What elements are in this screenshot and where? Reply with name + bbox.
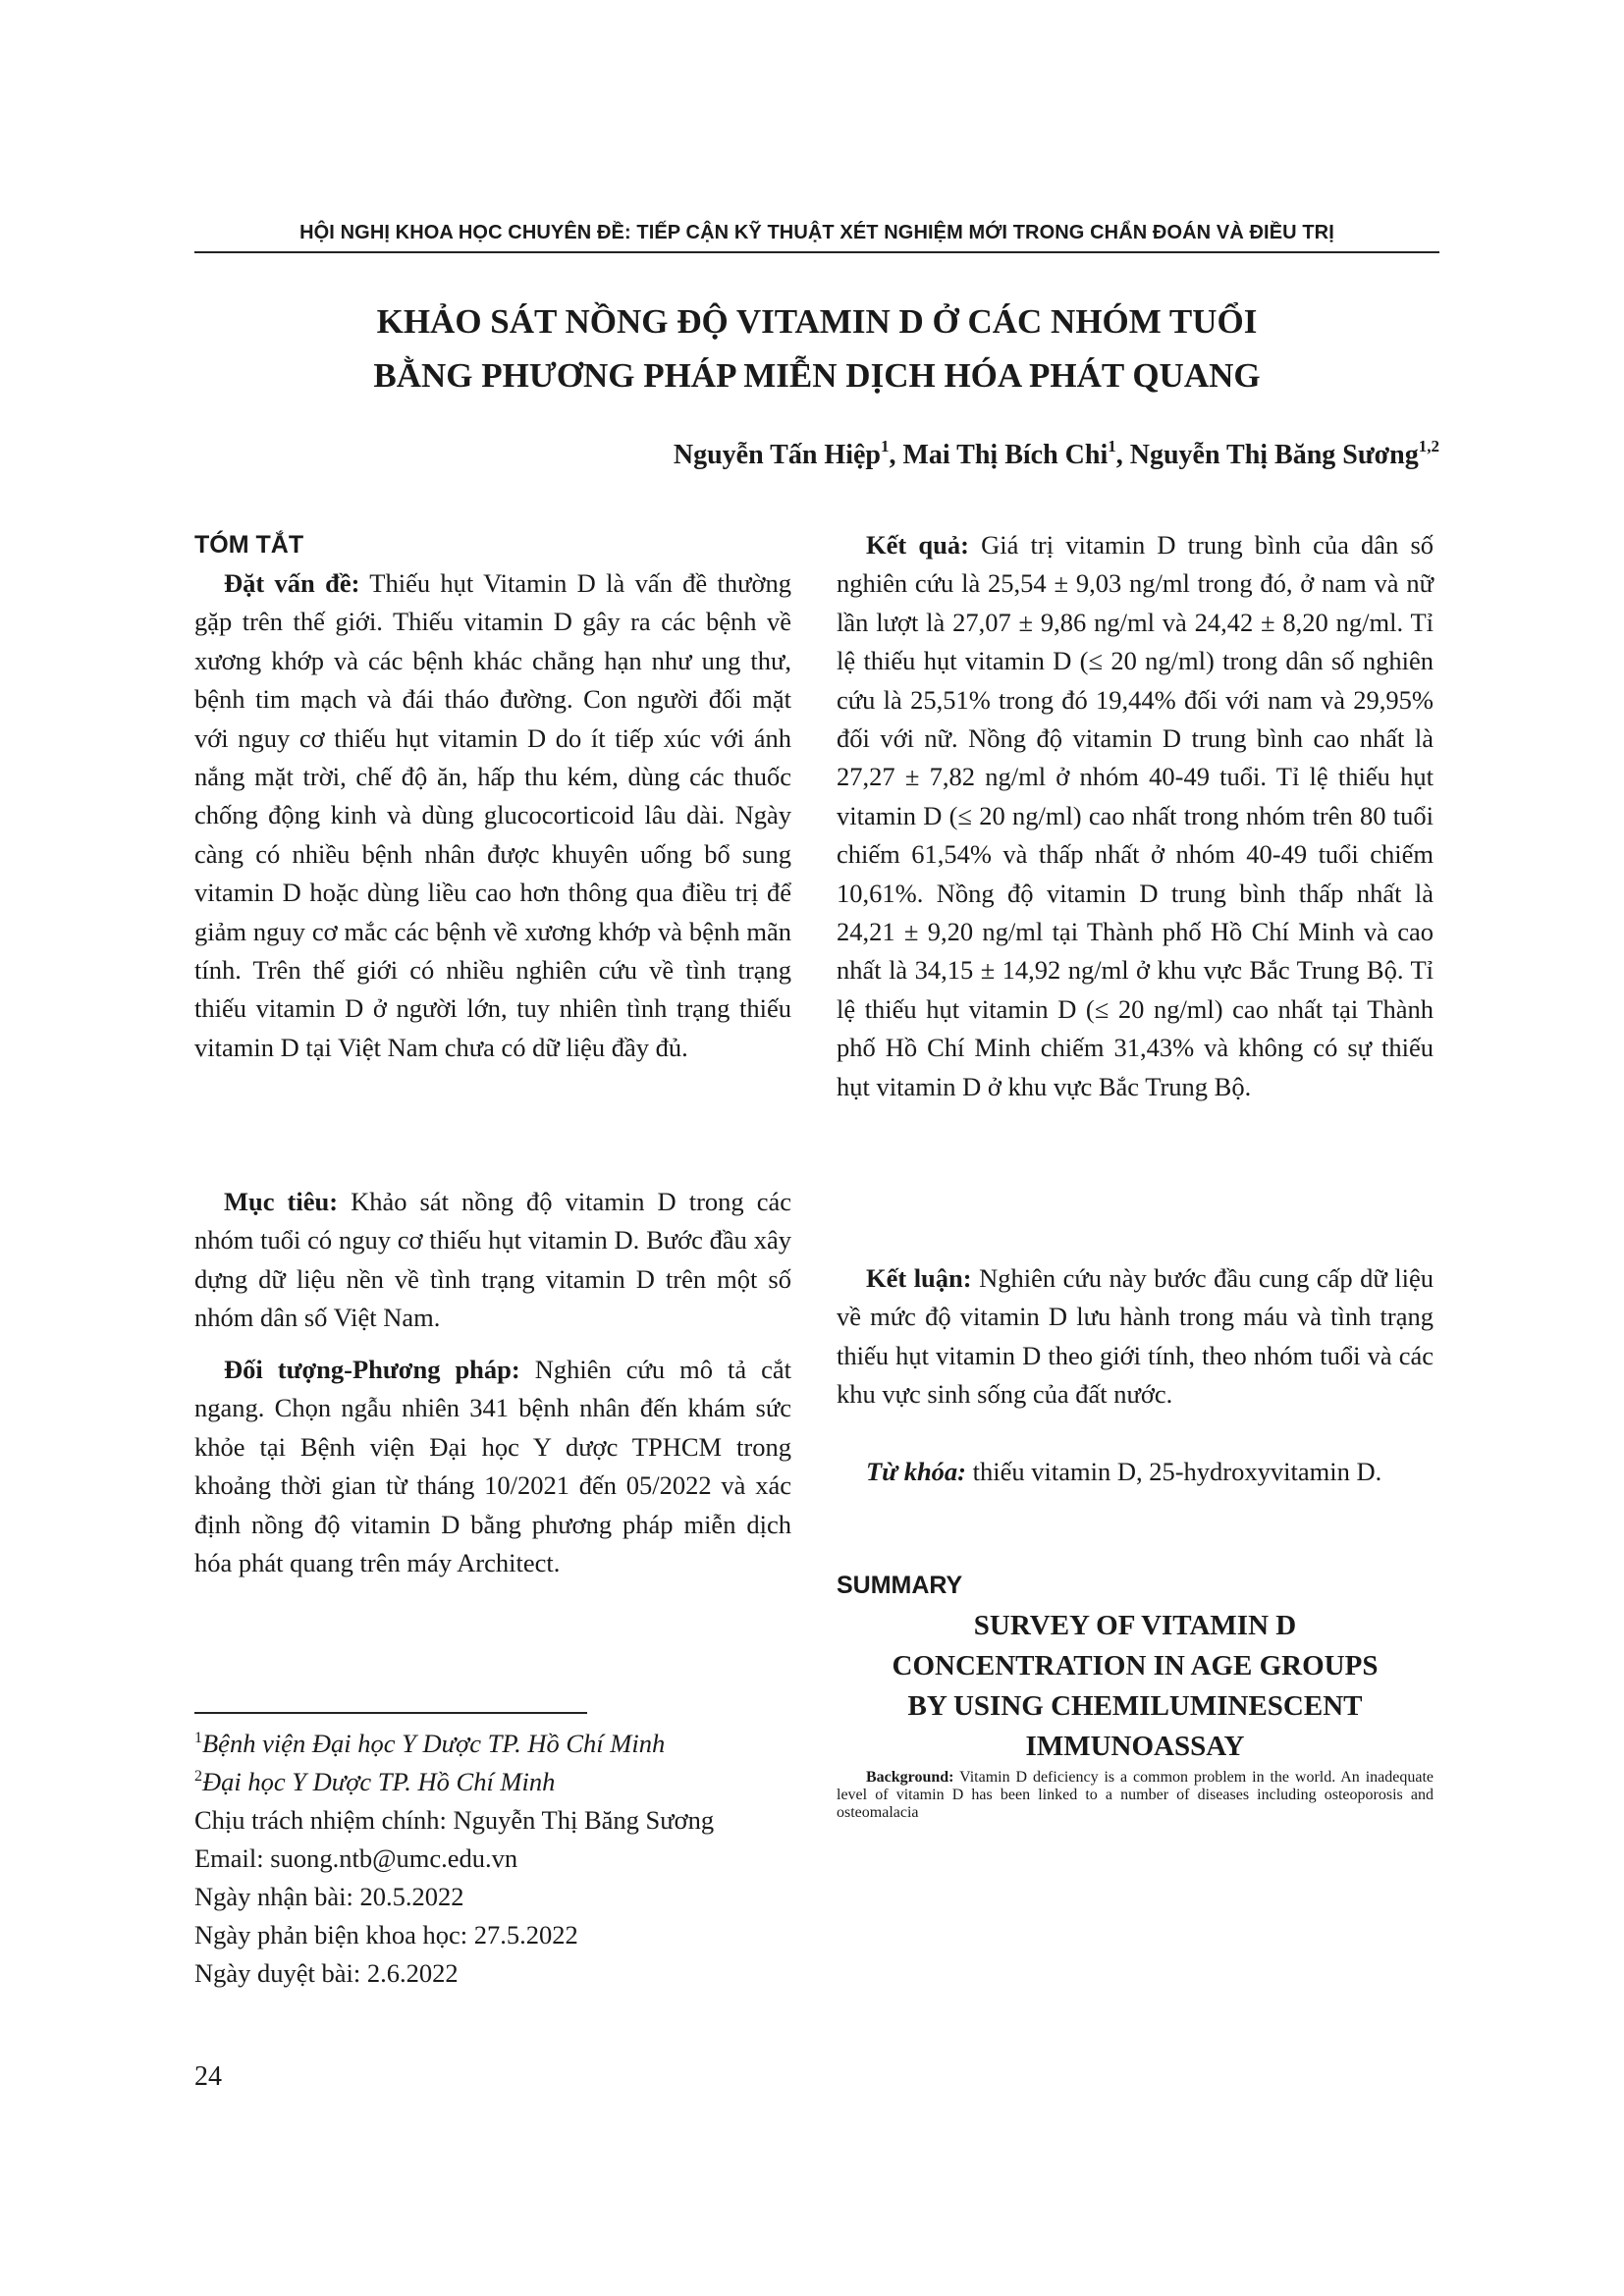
date-accepted: Ngày duyệt bài: 2.6.2022 (194, 1958, 459, 1988)
author-name: Mai Thị Bích Chi (902, 440, 1109, 470)
author-affiliation-mark: 1 (880, 437, 890, 455)
author-name: Nguyễn Tấn Hiệp (673, 440, 881, 470)
paragraph-label: Đặt vấn đề: (224, 568, 360, 598)
paragraph-text: Khảo sát nồng độ vitamin D trong các nhóm tuổi có nguy cơ thiếu hụt vitamin D. Bước đầu xây dựng dữ liệu nền về tình trạng vitamin D trên một số nhóm dân số Việt Nam. (194, 1187, 791, 1333)
paragraph-text: Vitamin D deficiency is a common problem in the world. An inadequate level of vitamin D has been linked to a number of diseases including osteoporosis and osteomalacia (837, 1769, 1434, 1821)
affiliation-mark: 2 (194, 1768, 202, 1785)
paragraph-text: thiếu vitamin D, 25-hydroxyvitamin D. (966, 1457, 1382, 1486)
paragraph-ket-qua (837, 526, 1434, 1106)
paragraph-muc-tieu (194, 1183, 791, 1338)
date-reviewed: Ngày phản biện khoa học: 27.5.2022 (194, 1920, 578, 1949)
english-title (837, 1606, 1434, 1767)
paragraph-label: Mục tiêu: (224, 1187, 339, 1216)
paragraph-ket-luan (837, 1259, 1434, 1415)
footnotes (194, 1725, 803, 1993)
title-line-2: BẰNG PHƯƠNG PHÁP MIỄN DỊCH HÓA PHÁT QUANG (373, 356, 1261, 395)
paragraph-label: Đối tượng-Phương pháp: (224, 1355, 520, 1384)
paragraph-label: Background: (866, 1769, 954, 1786)
affiliation-mark: 1 (194, 1730, 202, 1746)
abstract-heading: TÓM TẮT (194, 531, 304, 559)
author-separator: , (1115, 440, 1130, 470)
paragraph-text: Thiếu hụt Vitamin D là vấn đề thường gặp trên thế giới. Thiếu vitamin D gây ra các bệnh về xương khớp và các bệnh khác chẳng hạn như ung thư, bệnh tim mạch và đái tháo đường. Con người đối mặt với nguy cơ thiếu hụt vitamin D do ít tiếp xúc với ánh nắng mặt trời, chế độ ăn, hấp thu kém, dùng các thuốc chống động kinh và dùng glucocorticoid lâu dài. Ngày càng có nhiều bệnh nhân được khuyên uống bổ sung vitamin D hoặc dùng liều cao hơn thông qua điều trị để giảm nguy cơ mắc các bệnh về xương khớp và bệnh mãn tính. Trên thế giới có nhiều nghiên cứu về tình trạng thiếu vitamin D ở người lớn, tuy nhiên tình trạng thiếu vitamin D tại Việt Nam chưa có dữ liệu đầy đủ. (194, 568, 791, 1062)
author-name: Nguyễn Thị Băng Sương (1129, 440, 1419, 470)
english-title-line: IMMUNOASSAY (1025, 1731, 1245, 1762)
paragraph-doi-tuong-phuong-phap (194, 1351, 791, 1582)
page-number: 24 (194, 2061, 222, 2092)
paragraph-text: Nghiên cứu mô tả cắt ngang. Chọn ngẫu nhiên 341 bệnh nhân đến khám sức khỏe tại Bệnh viện Đại học Y dược TPHCM trong khoảng thời gian từ tháng 10/2021 đến 05/2022 và xác định nồng độ vitamin D bằng phương pháp miễn dịch hóa phát quang trên máy Architect. (194, 1355, 791, 1578)
author-separator: , (889, 440, 903, 470)
paragraph-background (837, 1769, 1434, 1822)
affiliation-2 (194, 1763, 803, 1801)
paragraph-dat-van-de (194, 564, 791, 1067)
english-title-line: SURVEY OF VITAMIN D (973, 1610, 1297, 1641)
affiliation-text: Đại học Y Dược TP. Hồ Chí Minh (202, 1767, 556, 1796)
paragraph-label: Từ khóa: (866, 1457, 967, 1486)
paragraph-label: Kết quả: (866, 530, 969, 560)
affiliation-1 (194, 1725, 803, 1763)
author-affiliation-mark: 1 (1108, 437, 1116, 455)
paragraph-label: Kết luận: (866, 1263, 972, 1293)
header-rule (194, 251, 1439, 253)
english-title-line: BY USING CHEMILUMINESCENT (907, 1690, 1363, 1722)
summary-heading: SUMMARY (837, 1572, 963, 1599)
author-affiliation-mark: 1,2 (1418, 437, 1439, 455)
affiliation-text: Bệnh viện Đại học Y Dược TP. Hồ Chí Minh (202, 1729, 666, 1758)
paragraph-text: Giá trị vitamin D trung bình của dân số nghiên cứu là 25,54 ± 9,03 ng/ml trong đó, ở nam và nữ lần lượt là 27,07 ± 9,86 ng/ml và 24,42 ± 8,20 ng/ml. Tỉ lệ thiếu hụt vitamin D (≤ 20 ng/ml) trong dân số nghiên cứu là 25,51% trong đó 19,44% đối với nam và 29,95% đối với nữ. Nồng độ vitamin D trung bình cao nhất là 27,27 ± 7,82 ng/ml ở nhóm 40-49 tuổi. Tỉ lệ thiếu hụt vitamin D (≤ 20 ng/ml) cao nhất trong nhóm trên 80 tuổi chiếm 61,54% và thấp nhất ở nhóm 40-49 tuổi chiếm 10,61%. Nồng độ vitamin D trung bình thấp nhất là 24,21 ± 9,20 ng/ml tại Thành phố Hồ Chí Minh và cao nhất là 34,15 ± 14,92 ng/ml ở khu vực Bắc Trung Bộ. Tỉ lệ thiếu hụt vitamin D (≤ 20 ng/ml) cao nhất tại Thành phố Hồ Chí Minh chiếm 31,43% và không có sự thiếu hụt vitamin D ở khu vực Bắc Trung Bộ. (837, 530, 1435, 1101)
paragraph-text: Nghiên cứu này bước đầu cung cấp dữ liệu về mức độ vitamin D lưu hành trong máu và tình trạng thiếu hụt vitamin D theo giới tính, theo nhóm tuổi và các khu vực sinh sống của đất nước. (837, 1263, 1434, 1410)
title-line-1: KHẢO SÁT NỒNG ĐỘ VITAMIN D Ở CÁC NHÓM TUỔI (376, 302, 1258, 341)
footnote-rule (194, 1712, 587, 1714)
paragraph-tu-khoa (837, 1453, 1434, 1491)
running-header: HỘI NGHỊ KHOA HỌC CHUYÊN ĐỀ: TIẾP CẬN KỸ THUẬT XÉT NGHIỆM MỚI TRONG CHẨN ĐOÁN VÀ ĐIỀU TRỊ (299, 222, 1334, 243)
article-title (194, 294, 1439, 402)
english-title-line: CONCENTRATION IN AGE GROUPS (892, 1650, 1379, 1682)
email: Email: suong.ntb@umc.edu.vn (194, 1843, 518, 1873)
date-received: Ngày nhận bài: 20.5.2022 (194, 1882, 464, 1911)
corresponding-author: Chịu trách nhiệm chính: Nguyễn Thị Băng Sương (194, 1805, 715, 1835)
author-list (673, 437, 1439, 471)
